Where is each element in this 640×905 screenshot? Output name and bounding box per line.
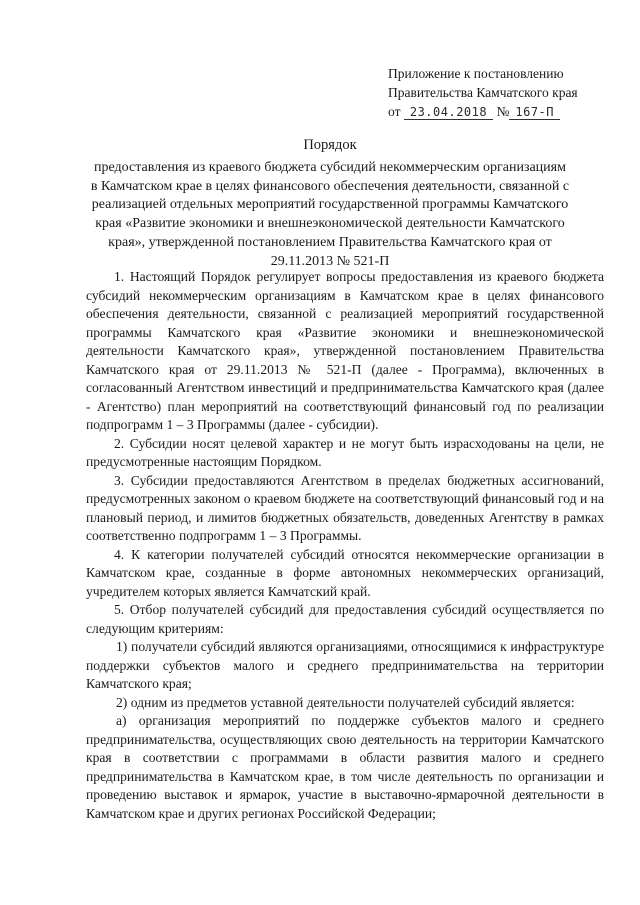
- title-line: края «Развитие экономики и внешнеэкономической деятельности Камчатского: [95, 216, 565, 232]
- title-line: края», утвержденной постановлением Правительства Камчатского края от: [108, 234, 552, 250]
- subparagraph-5-1: 1) получатели субсидий являются организациями, относящимися к инфраструктуре поддержки субъектов малого и среднего предпринимательства на территории Камчатского края;: [86, 639, 604, 691]
- attachment-line-1: Приложение к постановлению: [388, 66, 564, 81]
- title-line: реализацией отдельных мероприятий государственной программы Камчатского: [91, 197, 569, 213]
- paragraph-1: 1. Настоящий Порядок регулирует вопросы предоставления из краевого бюджета субсидий некоммерческим организациям в Камчатском крае в целях финансового обеспечения деятельности, связанной с реализацией мероприятий государственной программы Камчатского края «Развитие экономики и внешнеэкономической деятельности Камчатского края», утвержденной постановлением Правительства Камчатского края от 29.11.2013 № 521-П (далее - Программа), включенных в согласованный Агентством инвестиций и предпринимательства Камчатского края (далее - Агентство) план мероприятий на соответствующий финансовый год по реализации подпрограмм 1 – 3 Программы (далее - субсидии).: [86, 269, 604, 432]
- title-line: предоставления из краевого бюджета субсидий некоммерческим организациям: [94, 159, 566, 175]
- document-number: 167-П: [509, 105, 560, 120]
- paragraph-2: 2. Субсидии носят целевой характер и не могут быть израсходованы на цели, не предусмотренные настоящим Порядком.: [86, 435, 604, 469]
- attachment-line-2: Правительства Камчатского края: [388, 85, 578, 100]
- subparagraph-5-2-a: а) организация мероприятий по поддержке субъектов малого и среднего предпринимательства, осуществляющих свою деятельность на территории Камчатского края в соответствии с программами в области развития малого и среднего предпринимательства в Камчатском крае, в том числе деятельность по организации и проведению выставок и ярмарок, участие в выставочно-ярмарочной деятельности в Камчатском крае и других регионах Российской Федерации;: [86, 713, 604, 821]
- document-title: [70, 136, 590, 272]
- document-body: [86, 268, 604, 823]
- title-heading: Порядок: [303, 137, 357, 153]
- number-prefix: №: [496, 104, 510, 119]
- paragraph-4: 4. К категории получателей субсидий относятся некоммерческие организации в Камчатском крае, созданные в форме автономных некоммерческих организаций, учредителем которых является Камчатский край.: [86, 546, 604, 599]
- paragraph-3: 3. Субсидии предоставляются Агентством в пределах бюджетных ассигнований, предусмотренных законом о краевом бюджете на соответствующий финансовый год и на плановый период, и лимитов бюджетных обязательств, доведенных Агентству в рамках соответственно подпрограмм 1 – 3 Программы.: [86, 472, 604, 543]
- document-date: 23.04.2018: [404, 105, 493, 120]
- subparagraph-5-2: 2) одним из предметов уставной деятельности получателей субсидий является:: [116, 694, 575, 710]
- attachment-header: [388, 64, 628, 122]
- attachment-date-line: [388, 102, 628, 122]
- paragraph-5: 5. Отбор получателей субсидий для предоставления субсидий осуществляется по следующим критериям:: [86, 602, 604, 636]
- date-prefix: от: [388, 104, 401, 119]
- title-line: 29.11.2013 № 521-П: [270, 253, 390, 269]
- title-line: в Камчатском крае в целях финансового обеспечения деятельности, связанной с: [90, 178, 570, 194]
